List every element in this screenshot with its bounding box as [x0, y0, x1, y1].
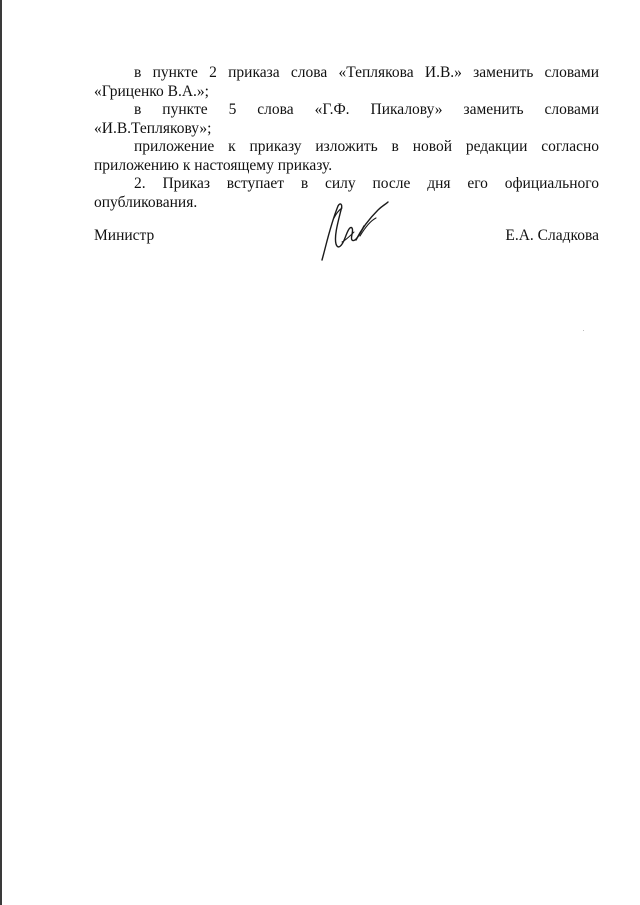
paragraph-1: в пункте 2 приказа слова «Теплякова И.В.» заменить словами «Гриценко В.А.»;: [94, 64, 599, 100]
paragraph-2: в пункте 5 слова «Г.Ф. Пикалову» заменить словами «И.В.Теплякову»;: [94, 101, 599, 137]
paragraph-3: приложение к приказу изложить в новой редакции согласно приложению к настоящему приказу.: [94, 138, 599, 174]
scan-edge: [0, 0, 2, 905]
signatory-title: Министр: [94, 227, 155, 244]
signatory-name: Е.А. Сладкова: [505, 227, 599, 244]
document-body: [94, 64, 599, 212]
handwritten-signature: [312, 196, 396, 262]
paragraph-4: 2. Приказ вступает в силу после дня его официального опубликования.: [94, 175, 599, 211]
scan-speck: [583, 330, 584, 331]
